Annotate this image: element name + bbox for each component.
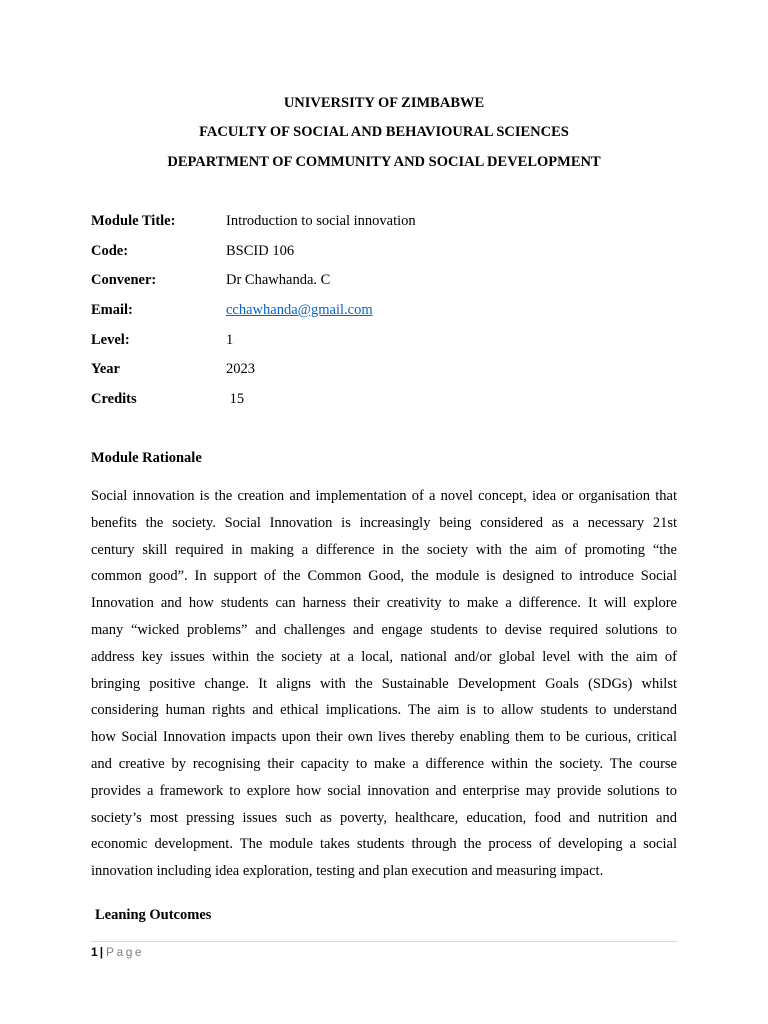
module-title-row	[91, 212, 681, 230]
credits-row	[91, 390, 681, 408]
paragraph-line: innovation including idea exploration, testing and plan execution and measuring impact.	[91, 863, 604, 880]
paragraph-line: how Social Innovation impacts upon their own lives thereby enabling them to be curious, critical	[91, 729, 677, 746]
rationale-paragraph	[91, 483, 677, 885]
page-word: Page	[106, 945, 145, 959]
faculty-heading: FACULTY OF SOCIAL AND BEHAVIOURAL SCIENCES	[199, 124, 569, 140]
paragraph-line: address key issues within the society at a local, national and/or global level with the aim of	[91, 648, 677, 665]
paragraph-line: provides a framework to explore how social innovation and enterprise may provide solutions to	[91, 782, 677, 799]
rationale-heading: Module Rationale	[91, 450, 202, 466]
paragraph-line: economic development. The module takes students through the process of developing a social	[91, 836, 677, 853]
paragraph-line: and creative by recognising their capacity to make a difference within the society. The course	[91, 755, 677, 772]
paragraph-line: Social innovation is the creation and implementation of a novel concept, idea or organisation that	[91, 488, 677, 504]
paragraph-line: society’s most pressing issues such as poverty, healthcare, education, food and nutrition and	[91, 809, 677, 826]
paragraph-line: Innovation and how students can harness their creativity to make a difference. It will explore	[91, 595, 677, 612]
convener-label: Convener:	[91, 272, 157, 288]
year-row	[91, 360, 681, 378]
level-label: Level:	[91, 332, 130, 348]
level-value: 1	[226, 332, 234, 348]
code-value: BSCID 106	[226, 243, 295, 259]
university-heading: UNIVERSITY OF ZIMBABWE	[283, 95, 485, 111]
module-title-value: Introduction to social innovation	[226, 213, 416, 229]
page-number: 1	[91, 945, 98, 959]
year-label: Year	[91, 361, 120, 377]
page-footer	[91, 944, 144, 960]
module-title-label: Module Title:	[91, 213, 176, 229]
year-value: 2023	[226, 361, 255, 377]
paragraph-line: century skill required in making a difference in the society with the aim of promoting “the	[91, 541, 677, 558]
paragraph-line: bringing positive change. It aligns with the Sustainable Development Goals (SDGs) whilst	[91, 675, 677, 692]
convener-row	[91, 271, 681, 289]
paragraph-line: common good”. In support of the Common Good, the module is designed to introduce Social	[91, 568, 677, 585]
outcomes-heading: Leaning Outcomes	[95, 907, 212, 923]
email-row	[91, 301, 681, 319]
code-row	[91, 242, 681, 260]
credits-label: Credits	[91, 391, 137, 407]
email-label: Email:	[91, 302, 133, 318]
footer-separator: |	[99, 945, 104, 959]
code-label: Code:	[91, 243, 129, 259]
paragraph-line: many “wicked problems” and challenges and engage students to devise required solutions to	[91, 621, 677, 638]
paragraph-line: considering human rights and ethical implications. The aim is to allow students to understand	[91, 702, 677, 719]
convener-value: Dr Chawhanda. C	[226, 272, 331, 288]
paragraph-line: benefits the society. Social Innovation is increasingly being considered as a necessary 21st	[91, 514, 677, 531]
email-link[interactable]: cchawhanda@gmail.com	[226, 302, 373, 318]
department-heading: DEPARTMENT OF COMMUNITY AND SOCIAL DEVELOPMENT	[167, 154, 601, 170]
footer-divider	[91, 941, 677, 942]
credits-value: 15	[226, 391, 245, 407]
level-row	[91, 331, 681, 349]
